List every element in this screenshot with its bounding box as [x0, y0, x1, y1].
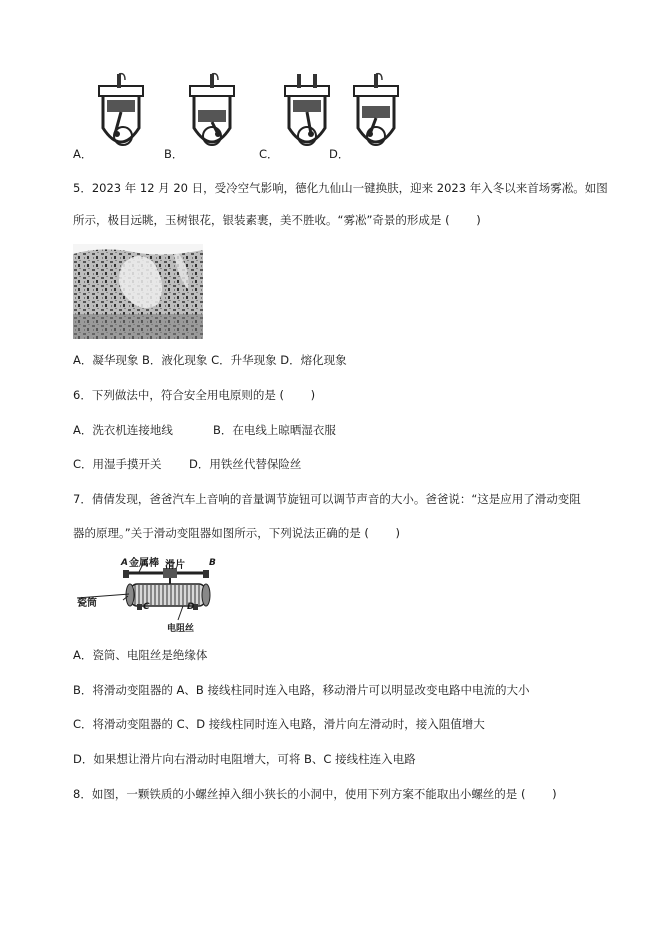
- engine-diagram-b: [188, 72, 236, 160]
- q7-option-a: A．瓷筒、电阻丝是绝缘体: [73, 648, 208, 662]
- q5-stem-line2: 所示，极目远眺，玉树银花，银装素裹，美不胜收。“雾凇”奇景的形成是 ( ): [73, 213, 481, 227]
- rheostat-diagram: [73, 554, 223, 636]
- q6-option-c: C．用湿手摸开关: [73, 457, 162, 471]
- label-terminal-b: B: [209, 558, 216, 568]
- q6-option-b: B．在电线上晾晒湿衣服: [213, 423, 336, 437]
- rime-frost-photo: [73, 244, 203, 339]
- q4-option-c-label: C．: [259, 147, 279, 161]
- q6-stem: 6．下列做法中，符合安全用电原则的是 ( ): [73, 388, 316, 402]
- q8-stem: 8．如图，一颗铁质的小螺丝掉入细小狭长的小洞中，使用下列方案不能取出小螺丝的是 ( ): [73, 787, 557, 801]
- q4-option-d-label: D．: [329, 147, 350, 161]
- q7-option-c: C．将滑动变阻器的 C、D 接线柱同时连入电路，滑片向左滑动时，接入阻值增大: [73, 717, 485, 731]
- engine-diagram-d: [352, 72, 400, 160]
- label-terminal-a: A: [121, 558, 128, 568]
- q6-option-d: D．用铁丝代替保险丝: [189, 457, 302, 471]
- label-resistance-wire: 电阻丝: [167, 624, 195, 634]
- q7-stem-line1: 7．倩倩发现，爸爸汽车上音响的音量调节旋钮可以调节声音的大小。爸爸说：“这是应用了滑动变阻: [73, 492, 581, 506]
- q7-stem-line2: 器的原理。”关于滑动变阻器如图所示，下列说法正确的是 ( ): [73, 526, 400, 540]
- label-porcelain-tube: 瓷筒: [77, 598, 97, 609]
- q7-option-d: D．如果想让滑片向右滑动时电阻增大，可将 B、C 接线柱连入电路: [73, 752, 416, 766]
- q7-option-b: B．将滑动变阻器的 A、B 接线柱同时连入电路，移动滑片可以明显改变电路中电流的大小: [73, 683, 530, 697]
- engine-diagram-c: [283, 72, 331, 160]
- q5-stem-line1: 5．2023 年 12 月 20 日，受冷空气影响，德化九仙山一键换肤，迎来 2023 年入冬以来首场雾凇。如图: [73, 181, 608, 195]
- label-terminal-d: D: [187, 602, 195, 612]
- label-metal-rod: 金属棒: [129, 558, 159, 569]
- q5-options: A．凝华现象 B．液化现象 C．升华现象 D．熔化现象: [73, 353, 347, 367]
- engine-diagram-a: [97, 72, 145, 160]
- label-slider: 滑片: [165, 560, 185, 571]
- q4-option-b-label: B．: [164, 147, 184, 161]
- q4-option-a-label: A．: [73, 147, 93, 161]
- label-terminal-c: C: [143, 602, 150, 612]
- q6-option-a: A．洗衣机连接地线: [73, 423, 173, 437]
